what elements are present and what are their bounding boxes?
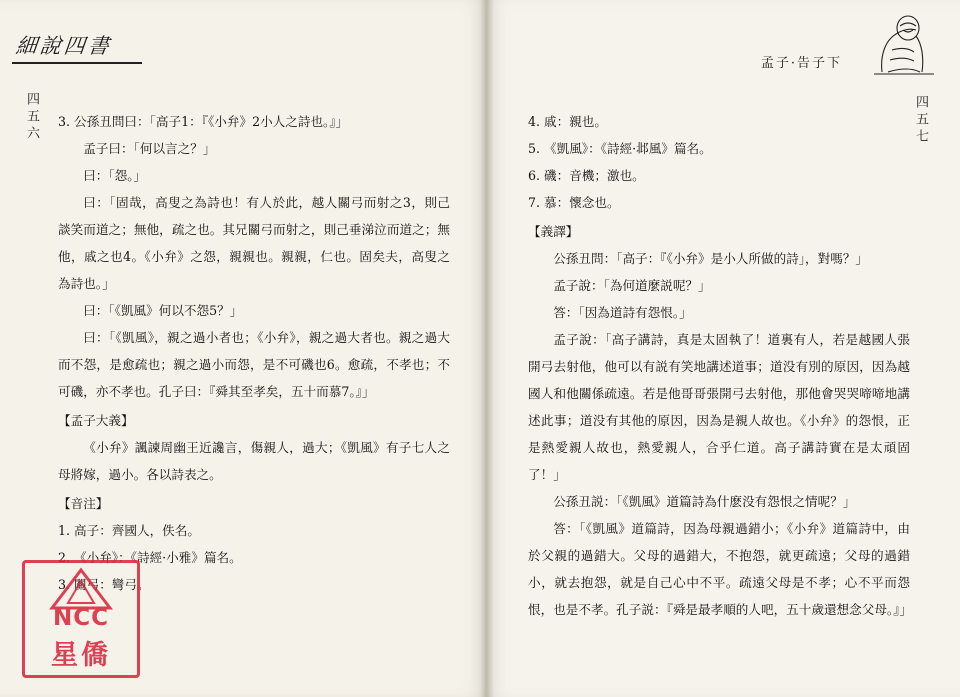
note-item: 3. 關弓：彎弓。 [58,577,150,592]
chapter-header: 孟子·告子下 [760,56,842,71]
entry-number: 3. [58,114,71,129]
note-item: 7. 慕：懷念也。 [528,195,620,210]
note-item: 1. 高子：齊國人，佚名。 [58,523,200,538]
paragraph: 曰：「怨。」 [83,168,147,183]
paragraph: 曰：「《凱風》何以不怨5？」 [83,303,243,318]
entry-text: 公孫丑問曰：「高子1：『《小弁》2小人之詩也。』」 [74,114,349,129]
note-item: 2. 《小弁》：《詩經·小雅》篇名。 [58,550,242,565]
right-page-number: 四五七 [913,95,928,146]
sage-portrait-seal-icon [862,14,944,76]
note-item: 4. 戚：親也。 [528,114,607,129]
paragraph: 《小弁》諷諫周幽王近讒言，傷親人，過大；《凱風》有子七人之母將嫁，過小。各以詩表之。 [58,440,450,482]
paragraph: 孟子曰：「何以言之？」 [83,141,216,156]
left-page-number: 四五六 [24,92,39,143]
ncc-chinese-text: 星僑 [51,640,111,671]
paragraph: 公孫丑説：「《凱風》道篇詩為什麽没有怨恨之情呢？」 [553,494,856,509]
paragraph: 孟子說：「高子講詩，真是太固執了！道裏有人，若是越國人張開弓去射他，他可以有説有笑地講述道事；道没有別的原因，因為越國人和他關係疏遠。若是他哥哥張開弓去射他，那他會哭哭啼啼地講述此事；道没有其他的原因，因為是親人故也。《小弁》的怨恨，正是熱愛親人故也，熱愛親人，合乎仁道。高子講詩實在是太頑固了！」 [528,332,910,482]
right-page-text [528,108,913,623]
section-heading-yiyi: 【義譯】 [528,224,579,239]
title-underline [12,62,142,64]
paragraph: 答：「《凱風》道篇詩，因為母親過錯小；《小弁》道篇詩中，由於父親的過錯大。父母的過錯大，不抱怨，就更疏遠；父母的過錯小，就去抱怨，就是自己心中不平。疏遠父母是不孝；心不平而怨恨，也是不孝。孔子説：『舜是最孝順的人吧，五十歲還想念父母。』」 [528,521,913,617]
section-heading-yinzhu: 【音注】 [58,496,109,511]
ncc-latin-text: NCC [52,605,109,631]
book-gutter [480,0,494,697]
paragraph: 孟子說：「為何道麼説呢？」 [553,278,711,293]
book-title: 細說四書 [14,34,114,58]
ncc-watermark-stamp [22,560,140,678]
left-page-text [58,108,450,598]
entry-line [58,108,450,135]
paragraph: 答：「因為道詩有怨恨。」 [553,305,692,320]
note-item: 5. 《凱風》：《詩經·邶風》篇名。 [528,141,712,156]
paragraph: 曰：「《凱風》，親之過小者也；《小弁》，親之過大者也。親之過大而不怨，是愈疏也；親之過小而怨，是不可磯也6。愈疏，不孝也；不可磯，亦不孝也。孔子曰：『舜其至孝矣，五十而慕7。』」 [58,330,450,399]
paragraph: 曰：「固哉，高叟之為詩也！有人於此，越人關弓而射之3，則己談笑而道之；無他，疏之也。其兄關弓而射之，則己垂涕泣而道之；無他，戚之也4。《小弁》之怨，親親也。親親，仁也。固矣夫，高叟之為詩也。」 [58,195,450,291]
note-item: 6. 磯：音機；激也。 [528,168,645,183]
paragraph: 公孫丑問：「高子：『《小弁》是小人所做的詩」，對嗎？」 [553,251,869,266]
section-heading-dayi: 【孟子大義】 [58,413,134,428]
